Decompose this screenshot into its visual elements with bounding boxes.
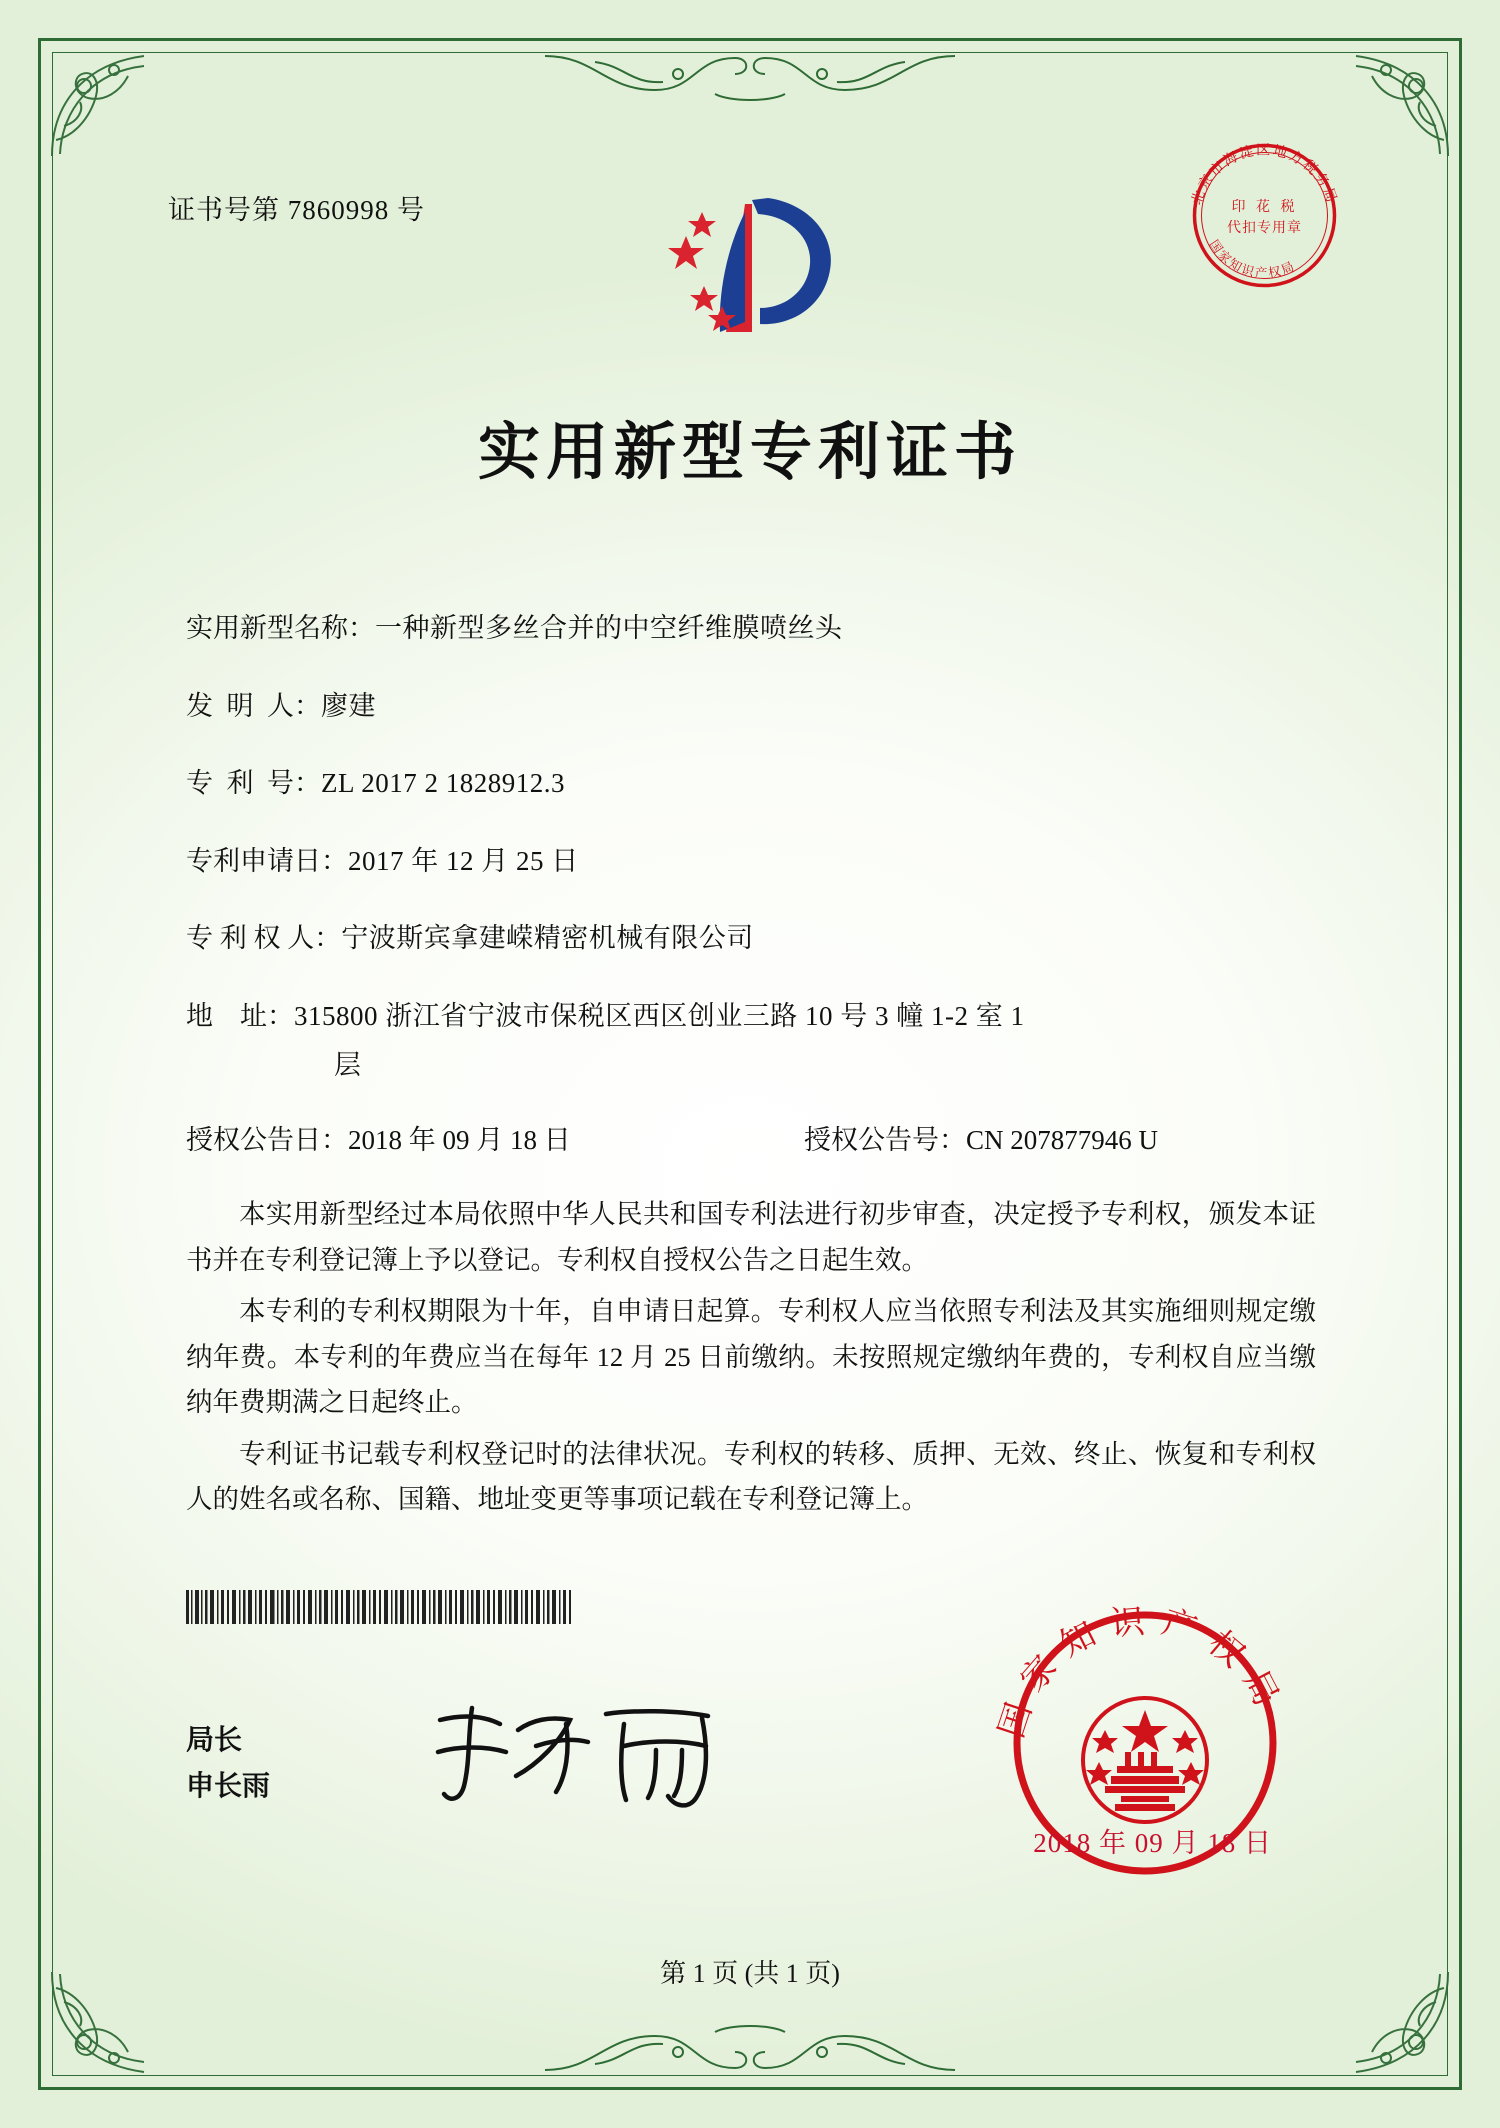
field-label: 专 利 权 人： (186, 923, 342, 953)
paragraph-3: 专利证书记载专利权登记时的法律状况。专利权的转移、质押、无效、终止、恢复和专利权人的姓名或名称、国籍、地址变更等事项记载在专利登记簿上。 (186, 1438, 1316, 1515)
paragraph-2: 本专利的专利权期限为十年，自申请日起算。专利权人应当依照专利法及其实施细则规定缴纳年费。本专利的年费应当在每年 12 月 25 日前缴纳。未按照规定缴纳年费的，专利权自应当缴纳年费期满之日起终止。 (186, 1296, 1316, 1418)
grant-number-label: 授权公告号： (804, 1124, 966, 1155)
grant-info-row (186, 1120, 1316, 1161)
handwritten-signature (420, 1690, 770, 1820)
field-row-invention-name (186, 608, 1316, 649)
tax-stamp (1177, 128, 1352, 303)
field-value: 廖建 (321, 690, 376, 721)
page-footer: 第 1 页 (共 1 页) (660, 1959, 840, 1988)
field-value: 315800 浙江省宁波市保税区西区创业三路 10 号 3 幢 1-2 室 1 (294, 1000, 1025, 1031)
address-second-line: 层 (334, 1050, 361, 1080)
grant-date (186, 1120, 746, 1161)
field-value: ZL 2017 2 1828912.3 (321, 768, 565, 798)
barcode (186, 1590, 574, 1624)
seal-date: 2018 年 09 月 18 日 (1033, 1828, 1272, 1858)
grant-date-label: 授权公告日： (186, 1124, 348, 1155)
field-value: 一种新型多丝合并的中空纤维膜喷丝头 (375, 613, 843, 643)
paragraph-1: 本实用新型经过本局依照中华人民共和国专利法进行初步审查，决定授予专利权，颁发本证书并在专利登记簿上予以登记。专利权自授权公告之日起生效。 (186, 1199, 1316, 1275)
grant-number (746, 1120, 1316, 1161)
svg-text:国家知识产权局: 国家知识产权局 (991, 1600, 1293, 1743)
director-label: 局长 (186, 1725, 243, 1756)
svg-text:国家知识产权局: 国家知识产权局 (1206, 236, 1298, 281)
field-value: 2017 年 12 月 25 日 (348, 845, 579, 876)
svg-text:代扣专用章: 代扣专用章 (1227, 220, 1302, 236)
field-label: 实用新型名称： (186, 613, 375, 643)
signature-block (186, 1718, 270, 1810)
field-label: 专 利 号： (186, 768, 321, 798)
field-row-application-date (186, 841, 1316, 882)
field-label: 发 明 人： (186, 690, 321, 721)
field-row-patentee (186, 918, 1316, 959)
grant-number-value: CN 207877946 U (966, 1124, 1159, 1155)
grant-date-value: 2018 年 09 月 18 日 (348, 1124, 571, 1155)
certificate-number: 证书号第 7860998 号 (168, 195, 425, 225)
field-row-inventor (186, 686, 1316, 727)
field-row-address (186, 996, 1316, 1037)
field-value: 宁波斯宾拿建嵘精密机械有限公司 (341, 923, 754, 953)
field-label: 地 址： (186, 1000, 294, 1031)
sipo-sail-logo (640, 190, 860, 340)
svg-text:印 花 税: 印 花 税 (1231, 199, 1298, 215)
field-label: 专利申请日： (186, 845, 348, 876)
field-list (186, 608, 1316, 1190)
field-row-patent-number (186, 763, 1316, 804)
svg-text:北京市海淀区地方税务局: 北京市海淀区地方税务局 (1188, 142, 1341, 207)
director-name: 申长雨 (186, 1771, 271, 1803)
legal-text-block (186, 1192, 1316, 1529)
page-title: 实用新型专利证书 (477, 415, 1022, 488)
